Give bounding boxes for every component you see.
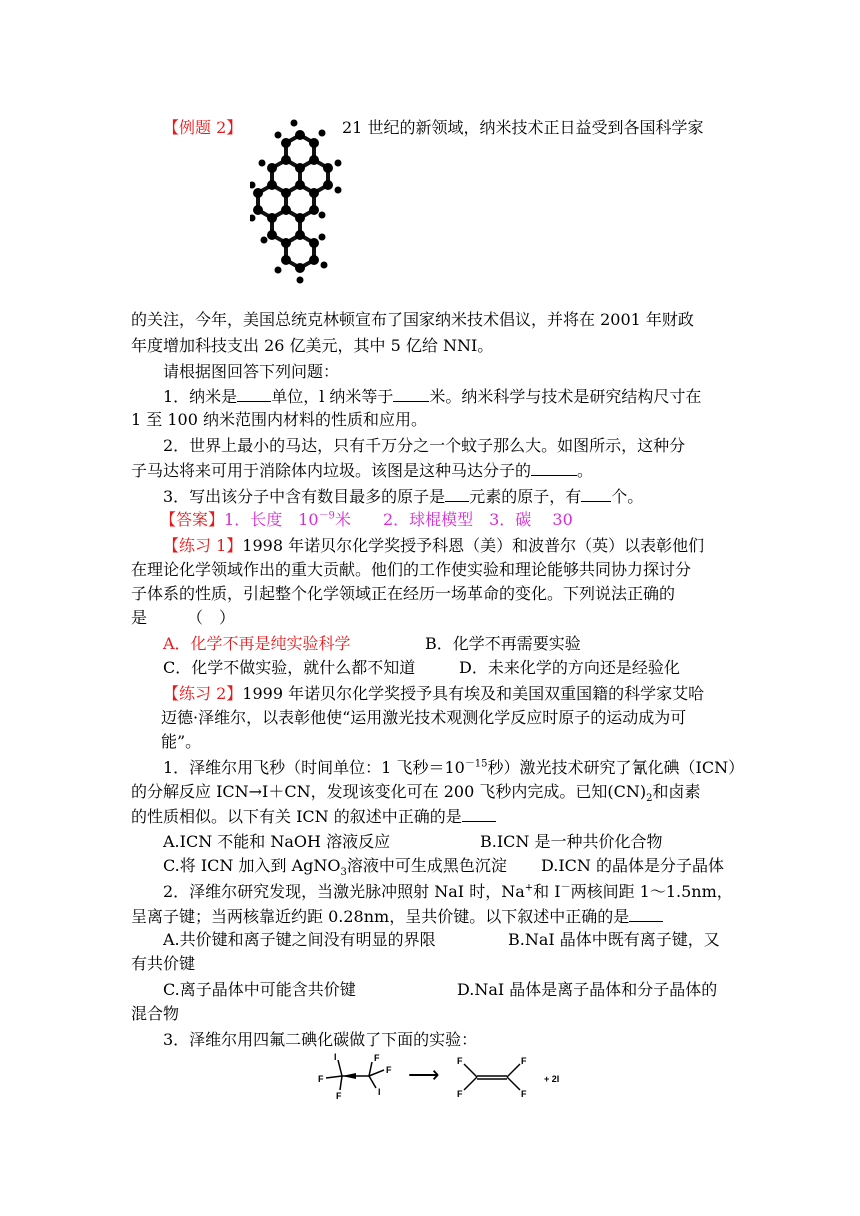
example2-q2-line2: [131, 460, 593, 481]
p2q1-b: 的分解反应 ICN→I＋CN，发现该变化可在 200 飞秒内完成。已知(CN): [131, 782, 647, 801]
p2q1-optc-b: 溶液中可生成黑色沉淀: [346, 856, 507, 875]
practice2-q1-option-c: [163, 856, 507, 879]
q1-part-a: 1．纳米是: [163, 387, 238, 406]
practice2-q2-option-d-cont: 混合物: [131, 1004, 180, 1023]
practice2-q1-line2: [131, 782, 701, 805]
p2q1-c: 的性质相似。以下有关 ICN 的叙述中正确的是: [131, 807, 462, 826]
practice1-line4: 是 （ ）: [131, 608, 236, 627]
answer-tag: 【答案】: [160, 510, 225, 529]
example2-intro-line2: 的关注，今年，美国总统克林顿宣布了国家纳米技术倡议，并将在 2001 年财政: [131, 310, 694, 329]
p2q1-b-end: 和卤素: [652, 782, 701, 801]
p2q2-b: 呈离子键；当两核靠近约距 0.28nm，呈共价键。以下叙述中正确的是: [131, 907, 630, 926]
example2-intro-line3: 年度增加科技支出 26 亿美元，其中 5 亿给 NNI。: [131, 336, 494, 355]
answer-text-2: 米 2．球棍模型 3．碳 30: [334, 510, 573, 529]
p2q2-a2: 和 I: [533, 882, 561, 901]
p2q1-subscript: 2: [646, 793, 653, 805]
blank-p2q2: [629, 906, 663, 922]
rxn-f-top-right: F: [374, 1053, 380, 1063]
q2-part-b: 子马达将来可用于消除体内垃圾。该图是这种马达分子的: [131, 461, 532, 480]
q1-part-b: 单位，l 纳米等于: [271, 387, 394, 406]
practice1-option-b: B．化学不再需要实验: [425, 634, 581, 653]
rxn-arrow: ⟶: [408, 1062, 440, 1087]
p2q1-optc-sub: 3: [340, 867, 347, 879]
practice2-q1-line3: [131, 806, 496, 827]
blank-p2q1: [462, 806, 496, 822]
practice2-q3-line: 3．泽维尔用四氟二碘化碳做了下面的实验：: [163, 1030, 478, 1049]
q1-part-c: 米。纳米科学与技术是研究结构尺寸在: [429, 387, 702, 406]
practice2-q2-option-c: C.离子晶体中可能含共价键: [163, 980, 356, 999]
p2q2-sup1: +: [524, 882, 534, 894]
rxn-f-bottom: F: [336, 1091, 342, 1100]
p2q1-a-end: 秒）激光技术研究了氰化碘（ICN）: [487, 758, 745, 777]
practice2-q1-option-d: D.ICN 的晶体是分子晶体: [541, 856, 724, 875]
practice2-q2-line2: [131, 906, 663, 927]
q3-part-a: 3．写出该分子中含有数目最多的原子是: [163, 487, 446, 506]
q3-part-b: 元素的原子，有: [469, 487, 582, 506]
rxn-f-p1: F: [457, 1056, 463, 1066]
practice2-q2-option-d: D.NaI 晶体是离子晶体和分子晶体的: [457, 980, 718, 999]
p2q2-a1: 2．泽维尔研究发现，当激光脉冲照射 NaI 时，Na: [163, 882, 525, 901]
rxn-f-right: F: [386, 1065, 392, 1075]
practice2-text1: 1999 年诺贝尔化学奖授予具有埃及和美国双重国籍的科学家艾哈: [242, 684, 705, 703]
practice1-text1: 1998 年诺贝尔化学奖授予科恩（美）和波普尔（英）以表彰他们: [242, 536, 705, 555]
rxn-f-p2: F: [457, 1089, 463, 1099]
answer-exponent: －9: [318, 510, 335, 522]
practice2-line3: 能”。: [161, 732, 202, 751]
example2-q1-line2: 1 至 100 纳米范围内材料的性质和应用。: [131, 410, 427, 429]
practice1-option-d: D．未来化学的方向还是经验化: [459, 658, 680, 677]
example2-q3-line: [163, 486, 643, 507]
blank-value: [393, 386, 429, 402]
practice1-line1: [163, 536, 704, 556]
practice2-line1: [163, 684, 704, 704]
answer-text-1: 1．长度 10: [224, 510, 319, 529]
practice2-q1-line1: [163, 758, 744, 778]
practice2-q2-option-a: A.共价键和离子键之间没有明显的界限: [163, 930, 436, 949]
practice1-option-c: C．化学不做实验，就什么都不知道: [163, 658, 416, 677]
example2-answer-line: [160, 510, 573, 530]
rxn-f-p4: F: [521, 1089, 527, 1099]
example2-intro-head: [342, 118, 703, 138]
p2q1-optc-a: C.将 ICN 加入到 AgNO: [163, 856, 341, 875]
practice1-tag: 【练习 1】: [163, 536, 243, 555]
p2q2-a3: 两核间距 1～1.5nm，: [570, 882, 733, 901]
blank-count: [581, 486, 611, 502]
practice1-line3: 子体系的性质，引起整个化学领域正在经历一场革命的变化。下列说法正确的: [131, 584, 676, 603]
practice2-q1-option-b: B.ICN 是一种共价化合物: [480, 832, 663, 851]
blank-element: [445, 486, 469, 502]
practice2-line2: 迈德·泽维尔，以表彰他使“运用激光技术观测化学反应时原子的运动成为可: [161, 708, 687, 727]
blank-unit: [237, 386, 271, 402]
practice2-tag: 【练习 2】: [163, 684, 243, 703]
example2-prompt: 请根据图回答下列问题：: [163, 362, 340, 381]
q2-part-c: 。: [577, 461, 594, 480]
rxn-i-bottom: I: [378, 1087, 381, 1097]
blank-model: [531, 460, 577, 476]
practice1-line2: 在理论化学领域作出的重大贡献。他们的工作使实验和理论能够共同协力探讨分: [131, 560, 692, 579]
example2-header-line: [163, 118, 242, 138]
rxn-i-top: I: [334, 1052, 337, 1062]
example2-q2-line1: 2．世界上最小的马达，只有千万分之一个蚊子那么大。如图所示，这种分: [163, 436, 686, 455]
molecule-ball-stick-image: [250, 115, 345, 290]
practice1-option-a: A．化学不再是纯实验科学: [163, 634, 351, 653]
example2-tag: 【例题 2】: [163, 118, 243, 137]
example2-q1-line1: [163, 386, 701, 407]
rxn-plus-i2: + 2I: [544, 1074, 560, 1084]
reaction-diagram: [312, 1052, 582, 1100]
practice2-q2-line1: [163, 882, 733, 902]
practice2-q2-option-b: B.NaI 晶体中既有离子键，又: [508, 930, 720, 949]
q3-part-c: 个。: [611, 487, 644, 506]
p2q2-sup2: －: [560, 882, 571, 894]
intro-head-text: 21 世纪的新领域，纳米技术正日益受到各国科学家: [342, 118, 704, 137]
p2q1-exponent: －15: [464, 758, 488, 770]
rxn-f-left: F: [318, 1074, 324, 1084]
rxn-f-p3: F: [521, 1056, 527, 1066]
practice2-q1-option-a: A.ICN 不能和 NaOH 溶液反应: [163, 832, 391, 851]
p2q1-a: 1．泽维尔用飞秒（时间单位：1 飞秒＝10: [163, 758, 465, 777]
practice2-q2-option-b-cont: 有共价键: [131, 954, 196, 973]
